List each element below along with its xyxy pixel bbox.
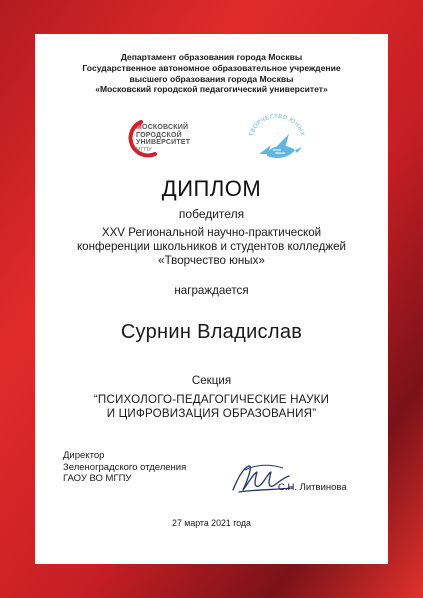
issuer-line-4: «Московский городской педагогический университет»: [95, 84, 328, 95]
issuer-line-2: Государственное автономное образовательное учреждение: [82, 62, 341, 73]
section-line-2: И ЦИФРОВИЗАЦИЯ ОБРАЗОВАНИЯ”: [106, 407, 317, 420]
section-line-1: “ПСИХОЛОГО-ПЕДАГОГИЧЕСКИЕ НАУКИ: [93, 393, 330, 406]
signer-name: С.Н. Литвинова: [278, 482, 347, 493]
handwritten-signature: [227, 460, 297, 500]
conference-line-3: «Творчество юных»: [158, 253, 265, 267]
signatory-role-line-2: Зеленоградского отделения: [63, 461, 187, 473]
mgpu-logo-line-2: ГОРОДСКОЙ: [136, 131, 182, 139]
issuer-line-1: Департамент образования города Москвы: [120, 52, 303, 62]
issuer-line-3: высшего образования города Москвы: [129, 73, 294, 84]
mgpu-logo-line-3: УНИВЕРСИТЕТ: [136, 139, 191, 147]
conference-line-2: конференции школьников и студентов колледжей: [76, 239, 347, 253]
section-label: Секция: [191, 374, 232, 387]
mgpu-logo-line-1: ОСКОВСКИЙ: [142, 124, 189, 131]
diploma-subtitle: победителя: [178, 207, 245, 221]
tvorchestvo-arc-text: ТВОРЧЕСТВО ЮНЫХ: [249, 114, 305, 138]
recipient-name: Сурнин Владислав: [120, 321, 303, 343]
signatory-role-line-3: ГАОУ ВО МГПУ: [63, 473, 132, 485]
diploma-title: ДИПЛОМ: [161, 176, 262, 201]
svg-text:ТВОРЧЕСТВО ЮНЫХ: [249, 114, 305, 137]
mgpu-logo-accent: М: [136, 124, 143, 131]
conference-line-1: XXV Региональной научно-практической: [101, 226, 322, 239]
mgpu-logo-line-4: МГПУ: [136, 146, 152, 153]
mgpu-logo-text: [136, 124, 190, 154]
mgpu-logo: [123, 118, 193, 162]
tvorchestvo-logo: [245, 114, 309, 172]
signatory-role-line-1: Директор: [63, 450, 105, 461]
conference-name: [35, 226, 388, 267]
issuer-header: [35, 52, 388, 95]
bird-icon: [245, 114, 309, 172]
section-name: [35, 393, 388, 421]
diploma-sheet: [35, 34, 388, 564]
issue-date: 27 марта 2021 года: [172, 518, 251, 528]
signatory-role: [63, 450, 186, 485]
awarded-text: награждается: [174, 284, 249, 297]
